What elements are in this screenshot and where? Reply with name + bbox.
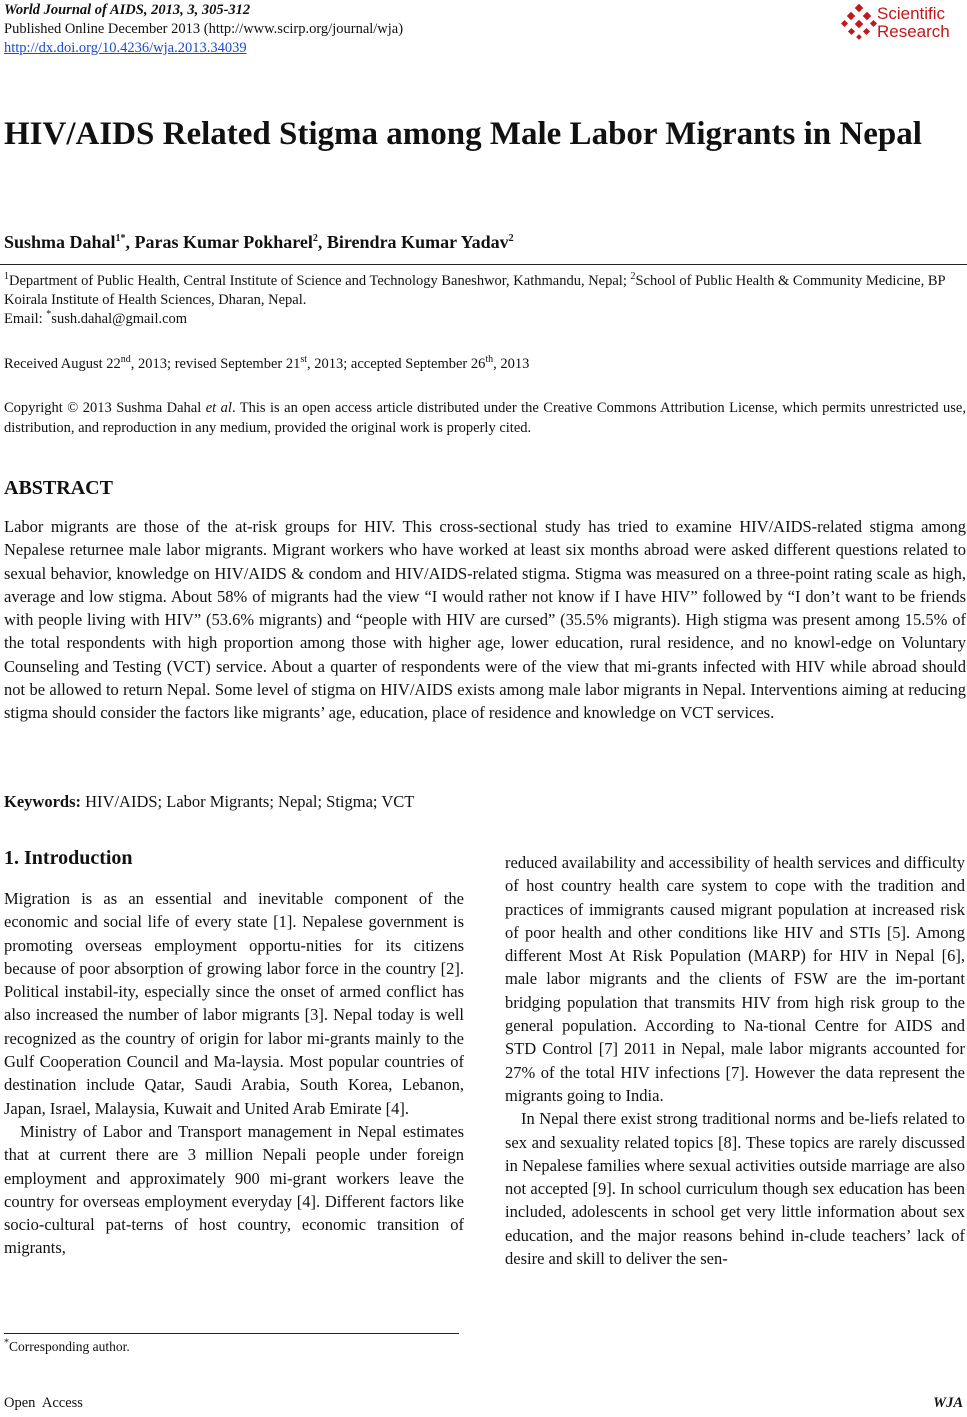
published-line: Published Online December 2013 (http://www.scirp.org/journal/wja) xyxy=(4,21,404,37)
journal-header xyxy=(4,1,403,58)
journal-volume: , 2013, 3, 305-312 xyxy=(143,2,251,18)
affiliation-1: Department of Public Health, Central Institute of Science and Technology Baneshwor, Kathmandu, Nepal; xyxy=(9,273,631,289)
intro-paragraph-4: In Nepal there exist strong traditional norms and be-liefs related to sex and sexuality related topics [8]. These topics are rarely discussed in Nepalese families where sexual activities outside marriage are also not accepted [9]. In school curriculum though sex education has been included, adolescents in school get very little information about sex education, and the major reasons behind in-clude teachers’ lack of desire and skill to deliver the sen- xyxy=(505,1109,965,1269)
abstract-body: Labor migrants are those of the at-risk groups for HIV. This cross-sectional study has tried to examine HIV/AIDS-related stigma among Nepalese returnee male labor migrants. Migrant workers who have worked at least six months abroad were asked different questions related to sexual behavior, knowledge on HIV/AIDS & condom and HIV/AIDS-related stigma. Stigma was measured on a three-point rating scale as high, average and low stigma. About 58% of migrants had the view “I would rather not know if I have HIV” followed by “I don’t want to be friends with people living with HIV” (53.6% migrants) and “people with HIV are cursed” (35.5% migrants). High stigma was present among 15.5% of the total respondents with high proportion among those with higher age, lower education, rural residence, and no knowl-edge on Voluntary Counseling and Testing (VCT) service. About a quarter of respondents were of the view that mi-grants infected with HIV while abroad should not be allowed to return Nepal. Some level of stigma on HIV/AIDS exists among male labor migrants in Nepal. Interventions aiming at reducing stigma should consider the factors like migrants’ age, education, place of residence and knowledge on VCT services. xyxy=(4,517,966,723)
date-suffix: th xyxy=(485,354,494,366)
date-suffix: nd xyxy=(120,354,131,366)
intro-paragraph-3: reduced availability and accessibility of health services and difficulty of host country health care system to cope with the tradition and practices of immigrants caused migrant population at increased risk of poor health and other conditions like HIV and STIs [5]. Among different Most At Risk Population (MARP) for HIV in Nepal [6], male labor migrants and the clients of FSW are the im-portant bridging population that transmits HIV from high risk group to the general population. According to Na-tional Centre for AIDS and STD Control [7] 2011 in Nepal, male labor migrants accounted for 27% of the total HIV infections [7]. However the data represent the migrants going to India. xyxy=(505,853,965,1105)
footnote-divider xyxy=(4,1333,459,1334)
intro-paragraph-2: Ministry of Labor and Transport management in Nepal estimates that at current there are 3 million Nepali people under foreign employment and approximately 900 mi-grant workers leave the country for overseas employment everyday [4]. Different factors like socio-cultural pat-terns of host country, economic transition of migrants, xyxy=(4,1121,464,1258)
author-list: Sushma Dahal$^{1*}$, Paras Kumar Pokharel$^2$, Birendra Kumar Yadav$^2$ xyxy=(4,232,514,252)
copyright-license: . This is an open access article distributed under the Creative Commons Attribution License, which permits unrestricted use, distribution, and reproduction in any medium, provided the original work is properly cited. xyxy=(4,400,966,436)
accepted-date: , 2013; accepted September 26 xyxy=(307,356,486,372)
author-affil-mark: 1* xyxy=(115,233,126,244)
author-name: Birendra Kumar Yadav xyxy=(326,232,509,252)
publisher-logo xyxy=(841,4,963,44)
right-column xyxy=(505,851,965,1270)
keywords-list: HIV/AIDS; Labor Migrants; Nepal; Stigma; VCT xyxy=(81,792,415,811)
affiliation-2: School of Public Health & Community Medicine, BP Koirala Institute of Health Sciences, Dharan, Nepal. xyxy=(4,273,946,308)
date-year: , 2013 xyxy=(493,356,530,372)
affil-mark: 2 xyxy=(630,271,636,283)
paper-title: HIV/AIDS Related Stigma among Male Labor Migrants in Nepal xyxy=(4,116,922,152)
author-name: Sushma Dahal xyxy=(4,232,116,252)
article-dates xyxy=(4,356,529,373)
journal-name: World Journal of AIDS xyxy=(4,2,144,18)
logo-line2: Research xyxy=(877,22,950,41)
author-affil-mark: 2 xyxy=(508,233,514,244)
revised-date: , 2013; revised September 21 xyxy=(130,356,301,372)
author-name: Paras Kumar Pokharel xyxy=(134,232,313,252)
logo-line1: Scientific xyxy=(877,4,946,23)
footer-journal-abbrev: WJA xyxy=(933,1395,963,1411)
intro-paragraph-1: Migration is as an essential and inevitable component of the economic and social life of every state [1]. Nepalese government is promoting overseas employment opportu-nities for its citizens because of poor absorption of growing labor force in the country [2]. Political instabil-ity, especially since the onset of armed conflict has also increased the number of labor migrants [3]. Nepal today is well recognized as the country of origin for labor mi-grants mainly to the Gulf Cooperation Council and Ma-laysia. Most popular countries of destination include Qatar, Saudi Arabia, South Korea, Lebanon, Japan, Israel, Malaysia, Kuwait and United Arab Emirate [4]. xyxy=(4,889,464,1118)
affil-mark: 1 xyxy=(4,271,9,283)
email-label: Email: xyxy=(4,311,47,327)
section-heading-introduction: 1. Introduction xyxy=(4,847,133,869)
footnote-mark: * xyxy=(4,1337,9,1349)
copyright-etal: et al xyxy=(205,400,232,416)
email-address[interactable]: sush.dahal@gmail.com xyxy=(51,311,188,327)
header-divider xyxy=(0,264,967,265)
abstract-heading: ABSTRACT xyxy=(4,477,113,499)
keywords xyxy=(4,792,414,812)
affiliations xyxy=(4,272,966,329)
doi-link[interactable]: http://dx.doi.org/10.4236/wja.2013.34039 xyxy=(4,40,247,56)
footer-open-access: Open Access xyxy=(4,1395,83,1411)
copyright-text: Copyright © 2013 Sushma Dahal xyxy=(4,400,206,416)
scientific-research-logo-icon xyxy=(841,4,877,42)
left-column xyxy=(4,887,464,1260)
footnote xyxy=(4,1339,130,1355)
copyright-notice xyxy=(4,398,966,438)
author-affil-mark: 2 xyxy=(312,233,318,244)
keywords-label: Keywords: xyxy=(4,792,81,811)
footnote-text: Corresponding author. xyxy=(9,1339,130,1354)
received-date: Received August 22 xyxy=(4,356,121,372)
email-mark: * xyxy=(46,309,52,321)
date-suffix: st xyxy=(300,354,308,366)
